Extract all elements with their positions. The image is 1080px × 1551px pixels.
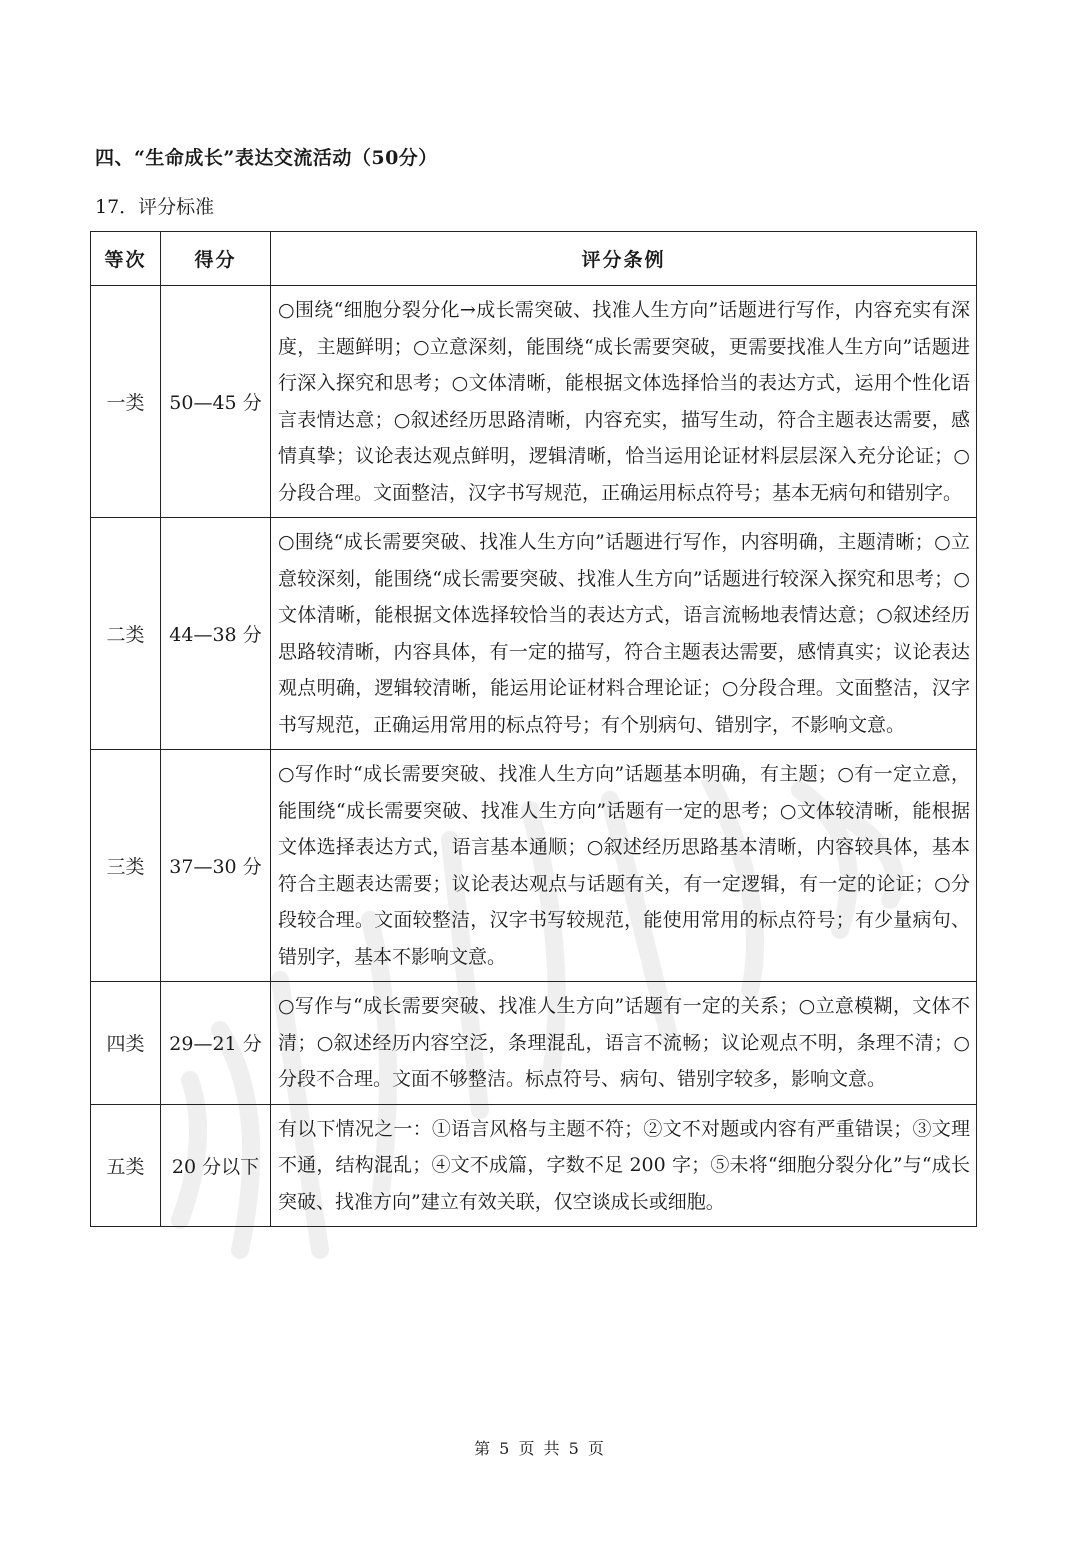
page-footer: 第 5 页 共 5 页: [474, 1439, 606, 1458]
score-cell: 50—45 分: [161, 286, 271, 518]
score-cell: 20 分以下: [161, 1104, 271, 1227]
criteria-cell: 有以下情况之一：①语言风格与主题不符；②文不对题或内容有严重错误；③文理不通，结构混乱；④文不成篇，字数不足 200 字；⑤未将“细胞分裂分化”与“成长突破、找准方向”建立有效关联，仅空谈成长或细胞。: [271, 1104, 977, 1227]
score-cell: 44—38 分: [161, 518, 271, 750]
table-row: [91, 750, 977, 982]
criteria-cell: ○围绕“细胞分裂分化→成长需突破、找准人生方向”话题进行写作，内容充实有深度，主题鲜明；○立意深刻，能围绕“成长需要突破，更需要找准人生方向”话题进行深入探究和思考；○文体清晰，能根据文体选择恰当的表达方式，运用个性化语言表情达意；○叙述经历思路清晰，内容充实，描写生动，符合主题表达需要，感情真挚；议论表达观点鲜明，逻辑清晰，恰当运用论证材料层层深入充分论证；○分段合理。文面整洁，汉字书写规范，正确运用标点符号；基本无病句和错别字。: [271, 286, 977, 518]
level-cell: 三类: [91, 750, 161, 982]
table-row: [91, 982, 977, 1105]
header-score: 得分: [161, 232, 271, 286]
header-criteria: 评分条例: [271, 232, 977, 286]
table-row: [91, 1104, 977, 1227]
criteria-cell: ○写作时“成长需要突破、找准人生方向”话题基本明确，有主题；○有一定立意，能围绕“成长需要突破、找准人生方向”话题有一定的思考；○文体较清晰，能根据文体选择表达方式，语言基本通顺；○叙述经历思路基本清晰，内容较具体，基本符合主题表达需要；议论表达观点与话题有关，有一定逻辑，有一定的论证；○分段较合理。文面较整洁，汉字书写较规范，能使用常用的标点符号；有少量病句、错别字，基本不影响文意。: [271, 750, 977, 982]
question-title: 17．评分标准: [95, 196, 215, 218]
table-header-row: [91, 232, 977, 286]
level-cell: 二类: [91, 518, 161, 750]
score-cell: 29—21 分: [161, 982, 271, 1105]
level-cell: 一类: [91, 286, 161, 518]
scoring-rubric-table: [90, 231, 977, 1227]
score-cell: 37—30 分: [161, 750, 271, 982]
criteria-cell: ○写作与“成长需要突破、找准人生方向”话题有一定的关系；○立意模糊，文体不清；○叙述经历内容空泛，条理混乱，语言不流畅；议论观点不明，条理不清；○分段不合理。文面不够整洁。标点符号、病句、错别字较多，影响文意。: [271, 982, 977, 1105]
criteria-cell: ○围绕“成长需要突破、找准人生方向”话题进行写作，内容明确，主题清晰；○立意较深刻，能围绕“成长需要突破、找准人生方向”话题进行较深入探究和思考；○文体清晰，能根据文体选择较恰当的表达方式，语言流畅地表情达意；○叙述经历思路较清晰，内容具体，有一定的描写，符合主题表达需要，感情真实；议论表达观点明确，逻辑较清晰，能运用论证材料合理论证；○分段合理。文面整洁，汉字书写规范，正确运用常用的标点符号；有个别病句、错别字，不影响文意。: [271, 518, 977, 750]
table-row: [91, 518, 977, 750]
table-row: [91, 286, 977, 518]
section-title: 四、“生命成长”表达交流活动（50分）: [95, 147, 438, 169]
level-cell: 四类: [91, 982, 161, 1105]
level-cell: 五类: [91, 1104, 161, 1227]
header-level: 等次: [91, 232, 161, 286]
